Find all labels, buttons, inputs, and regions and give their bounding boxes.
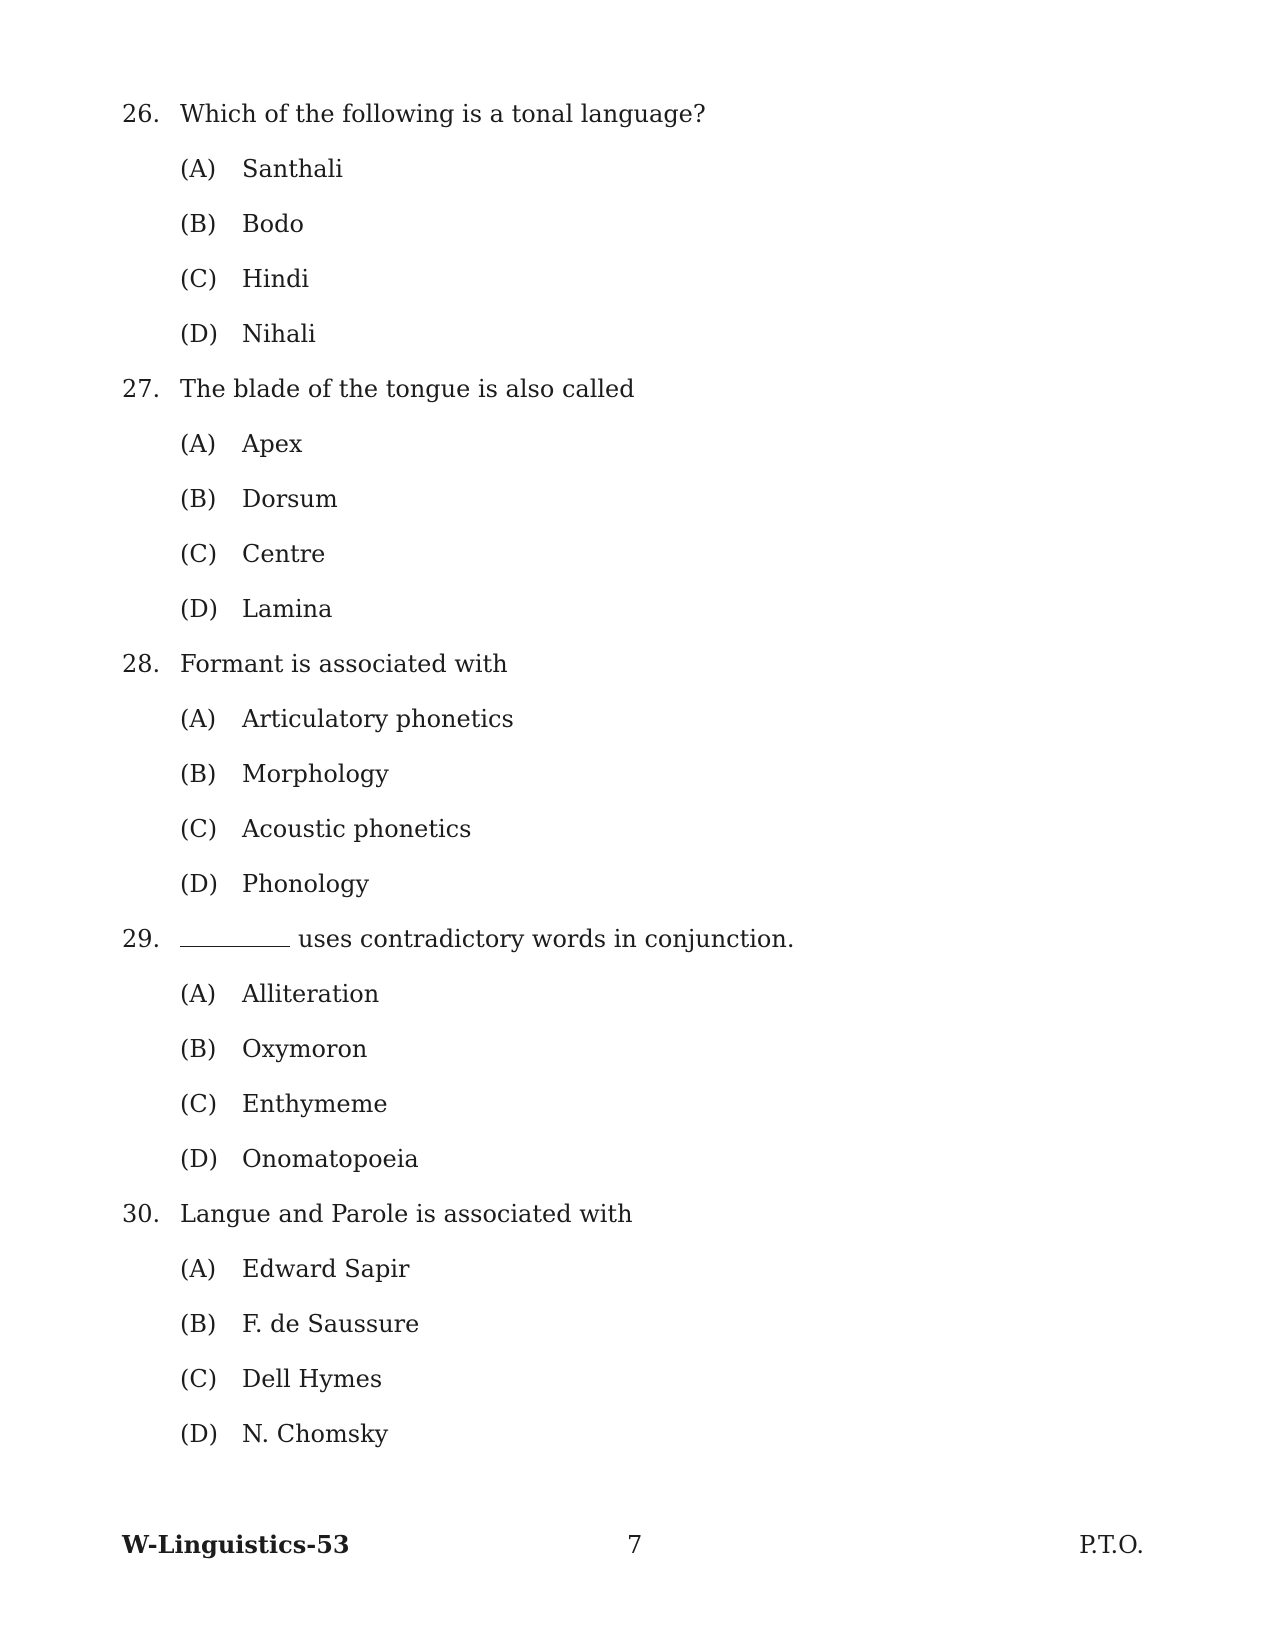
option-label: (B) bbox=[180, 760, 217, 788]
option-label: (D) bbox=[180, 320, 218, 348]
option-c bbox=[122, 802, 1142, 857]
question-number: 30. bbox=[122, 1200, 161, 1228]
option-label: (D) bbox=[180, 1145, 218, 1173]
question-28 bbox=[122, 637, 1142, 912]
question-list bbox=[122, 87, 1142, 1462]
question-text: The blade of the tongue is also called bbox=[180, 375, 635, 403]
option-a bbox=[122, 417, 1142, 472]
option-c bbox=[122, 1077, 1142, 1132]
option-label: (C) bbox=[180, 265, 218, 293]
question-stem bbox=[122, 912, 1142, 967]
question-stem bbox=[122, 362, 1142, 417]
option-label: (A) bbox=[180, 705, 217, 733]
option-label: (B) bbox=[180, 1035, 217, 1063]
option-text: Edward Sapir bbox=[242, 1255, 410, 1283]
option-text: Articulatory phonetics bbox=[242, 705, 514, 733]
option-label: (C) bbox=[180, 1365, 218, 1393]
page-footer bbox=[122, 1525, 1144, 1565]
option-b bbox=[122, 747, 1142, 802]
option-b bbox=[122, 1297, 1142, 1352]
question-text: uses contradictory words in conjunction. bbox=[298, 925, 795, 953]
option-label: (A) bbox=[180, 980, 217, 1008]
fill-in-blank bbox=[180, 928, 290, 947]
option-c bbox=[122, 527, 1142, 582]
option-a bbox=[122, 967, 1142, 1022]
question-stem bbox=[122, 637, 1142, 692]
question-text: Which of the following is a tonal language? bbox=[180, 100, 706, 128]
option-d bbox=[122, 1407, 1142, 1462]
question-29 bbox=[122, 912, 1142, 1187]
question-number: 28. bbox=[122, 650, 161, 678]
question-30 bbox=[122, 1187, 1142, 1462]
option-b bbox=[122, 1022, 1142, 1077]
option-label: (C) bbox=[180, 540, 218, 568]
option-label: (D) bbox=[180, 595, 218, 623]
option-d bbox=[122, 857, 1142, 912]
option-text: Morphology bbox=[242, 760, 389, 788]
option-c bbox=[122, 252, 1142, 307]
page-number: 7 bbox=[627, 1531, 643, 1559]
option-text: Bodo bbox=[242, 210, 304, 238]
question-number: 26. bbox=[122, 100, 161, 128]
option-text: Santhali bbox=[242, 155, 343, 183]
option-label: (A) bbox=[180, 155, 217, 183]
option-text: Onomatopoeia bbox=[242, 1145, 419, 1173]
question-26 bbox=[122, 87, 1142, 362]
option-label: (D) bbox=[180, 1420, 218, 1448]
option-text: Nihali bbox=[242, 320, 316, 348]
option-text: Dell Hymes bbox=[242, 1365, 383, 1393]
option-text: F. de Saussure bbox=[242, 1310, 420, 1338]
option-b bbox=[122, 197, 1142, 252]
question-stem bbox=[122, 1187, 1142, 1242]
option-label: (B) bbox=[180, 210, 217, 238]
option-label: (C) bbox=[180, 1090, 218, 1118]
option-label: (B) bbox=[180, 485, 217, 513]
option-label: (A) bbox=[180, 1255, 217, 1283]
option-label: (A) bbox=[180, 430, 217, 458]
option-text: Acoustic phonetics bbox=[242, 815, 472, 843]
option-d bbox=[122, 582, 1142, 637]
question-number: 29. bbox=[122, 925, 161, 953]
option-text: Hindi bbox=[242, 265, 310, 293]
option-text: Oxymoron bbox=[242, 1035, 368, 1063]
option-d bbox=[122, 307, 1142, 362]
please-turn-over: P.T.O. bbox=[1079, 1531, 1144, 1559]
option-a bbox=[122, 1242, 1142, 1297]
option-a bbox=[122, 142, 1142, 197]
option-text: Centre bbox=[242, 540, 326, 568]
option-text: Lamina bbox=[242, 595, 333, 623]
option-b bbox=[122, 472, 1142, 527]
option-label: (C) bbox=[180, 815, 218, 843]
option-a bbox=[122, 692, 1142, 747]
question-text-wrapper bbox=[180, 912, 1142, 967]
question-27 bbox=[122, 362, 1142, 637]
option-text: N. Chomsky bbox=[242, 1420, 389, 1448]
option-text: Apex bbox=[242, 430, 303, 458]
option-d bbox=[122, 1132, 1142, 1187]
option-text: Alliteration bbox=[242, 980, 380, 1008]
option-text: Dorsum bbox=[242, 485, 338, 513]
question-text: Formant is associated with bbox=[180, 650, 508, 678]
paper-code: W-Linguistics-53 bbox=[122, 1530, 350, 1559]
question-number: 27. bbox=[122, 375, 161, 403]
option-label: (B) bbox=[180, 1310, 217, 1338]
question-text: Langue and Parole is associated with bbox=[180, 1200, 633, 1228]
option-text: Phonology bbox=[242, 870, 370, 898]
option-text: Enthymeme bbox=[242, 1090, 388, 1118]
question-stem bbox=[122, 87, 1142, 142]
option-c bbox=[122, 1352, 1142, 1407]
option-label: (D) bbox=[180, 870, 218, 898]
